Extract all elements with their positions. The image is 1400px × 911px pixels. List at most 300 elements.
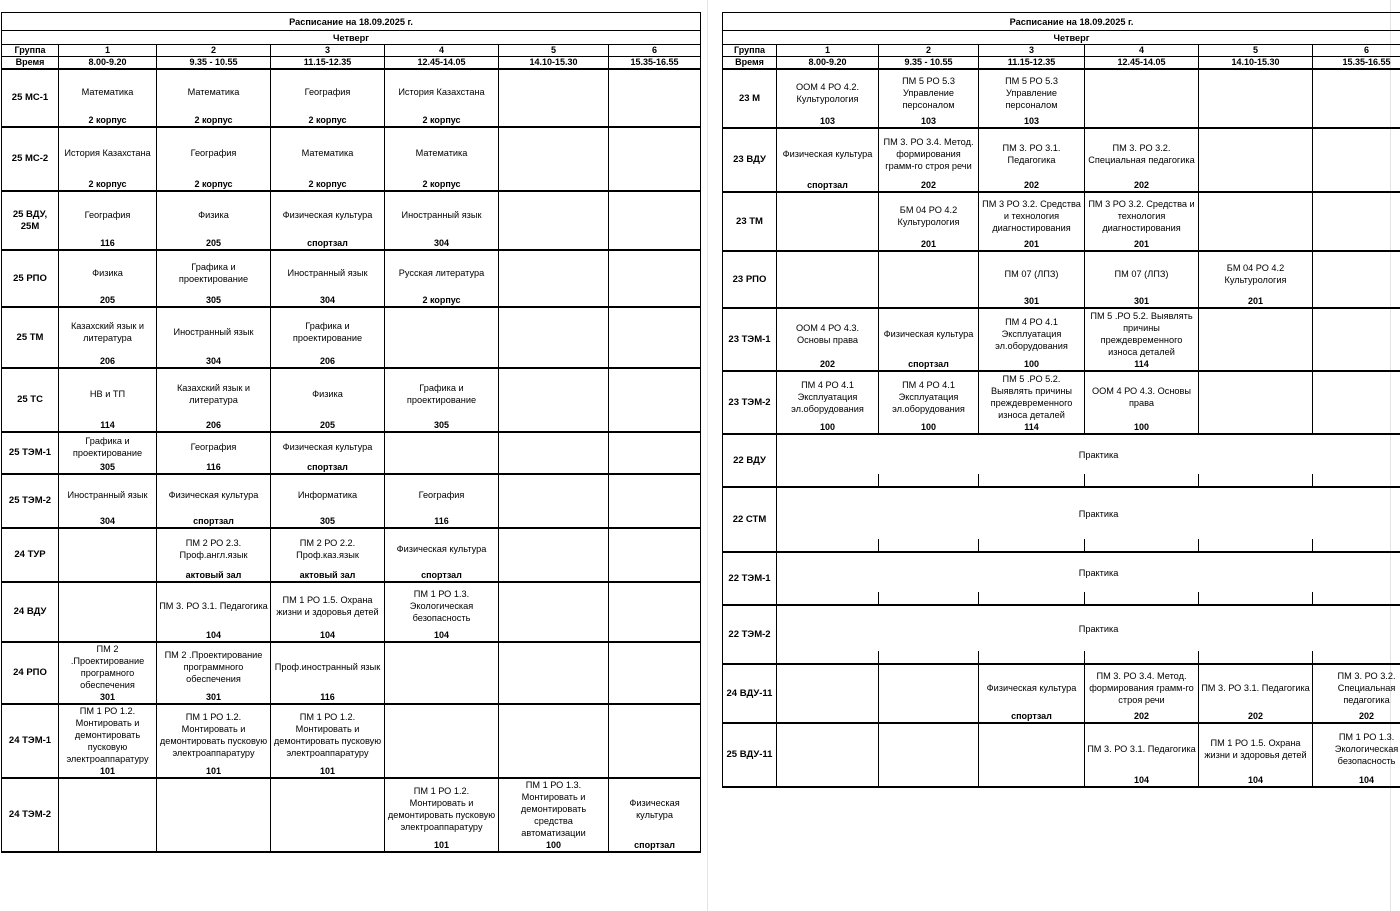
subject-cell: История Казахстана (59, 127, 157, 178)
subject-cell (609, 474, 701, 515)
subject-cell (609, 69, 701, 114)
subject-cell: ПМ 5 РО 5.3 Управление персоналом (879, 69, 979, 115)
subject-cell: География (157, 432, 271, 461)
subject-cell: Казахский язык и литература (157, 368, 271, 419)
subject-cell: ПМ 1 РО 1.3. Монтировать и демонтировать средства автоматизации (499, 778, 609, 839)
subject-cell (609, 191, 701, 237)
subject-cell (385, 704, 499, 765)
room-cell: спортзал (271, 237, 385, 250)
room-cell: спортзал (777, 179, 879, 192)
subject-cell: Физическая культура (271, 191, 385, 237)
room-cell (1199, 115, 1313, 128)
room-cell: 201 (979, 238, 1085, 251)
room-cell (1199, 358, 1313, 371)
subject-cell: ПМ 5 .РО 5.2. Выявлять причины преждевременного износа деталей (1085, 308, 1199, 358)
room-cell (609, 765, 701, 778)
room-cell (499, 691, 609, 704)
subject-cell: Математика (271, 127, 385, 178)
room-cell: 205 (59, 294, 157, 307)
room-cell (1313, 115, 1400, 128)
subject-cell: Графика и проектирование (157, 250, 271, 294)
group-name: 25 ВДУ, 25М (2, 191, 59, 250)
pair-number: 3 (271, 45, 385, 57)
room-cell: 103 (879, 115, 979, 128)
subject-cell (609, 704, 701, 765)
group-name: 24 ТЭМ-1 (2, 704, 59, 778)
room-cell (1085, 651, 1199, 664)
subject-cell: ПМ 1 РО 1.3. Экологическая безопасность (385, 582, 499, 629)
group-name: 24 ВДУ-11 (723, 664, 777, 723)
subject-cell (1313, 128, 1400, 179)
subject-cell: ПМ 1 РО 1.2. Монтировать и демонтировать пусковую электроаппаратуру (59, 704, 157, 765)
subject-cell (385, 642, 499, 691)
pair-time: 15.35-16.55 (609, 57, 701, 70)
room-cell: 2 корпус (157, 114, 271, 127)
room-cell: 206 (157, 419, 271, 432)
room-cell (979, 539, 1085, 552)
pair-time: 15.35-16.55 (1313, 57, 1400, 70)
pair-time: 8.00-9.20 (59, 57, 157, 70)
pair-time: 11.15-12.35 (979, 57, 1085, 70)
subject-cell (609, 582, 701, 629)
room-cell (979, 592, 1085, 605)
subject-cell: Физическая культура (879, 308, 979, 358)
room-cell (609, 237, 701, 250)
subject-cell: ПМ 1 РО 1.2. Монтировать и демонтировать пусковую электроаппаратуру (157, 704, 271, 765)
room-cell: 202 (879, 179, 979, 192)
room-cell (777, 295, 879, 308)
room-cell: 100 (777, 421, 879, 434)
subject-cell: ПМ 4 РО 4.1 Эксплуатация эл.оборудования (777, 371, 879, 421)
room-cell (499, 629, 609, 642)
room-cell: 305 (157, 294, 271, 307)
group-name: 24 ТУР (2, 528, 59, 582)
room-cell: 104 (385, 629, 499, 642)
subject-cell: НВ и ТП (59, 368, 157, 419)
room-cell (1199, 179, 1313, 192)
subject-cell: ПМ 5 РО 5.3 Управление персоналом (979, 69, 1085, 115)
pair-number: 5 (1199, 45, 1313, 57)
room-cell (499, 355, 609, 368)
subject-cell: ООМ 4 РО 4.2. Культурология (777, 69, 879, 115)
room-cell (1313, 179, 1400, 192)
group-name: 25 МС-1 (2, 69, 59, 127)
subject-cell (499, 474, 609, 515)
room-cell (609, 178, 701, 191)
pair-number: 2 (879, 45, 979, 57)
group-name: 23 М (723, 69, 777, 128)
room-cell: 201 (879, 238, 979, 251)
pair-number: 6 (609, 45, 701, 57)
subject-cell (609, 432, 701, 461)
room-cell: 116 (157, 461, 271, 474)
room-cell: 101 (157, 765, 271, 778)
subject-cell: ПМ 2 .Проектирование программного обеспечения (157, 642, 271, 691)
room-cell (879, 774, 979, 787)
subject-cell: ПМ 3. РО 3.4. Метод. формирования грамм-го строя речи (1085, 664, 1199, 710)
group-name: 22 ВДУ (723, 434, 777, 487)
group-name: 25 ВДУ-11 (723, 723, 777, 787)
pair-time: 14.10-15.30 (1199, 57, 1313, 70)
room-cell (499, 765, 609, 778)
group-name: 22 СТМ (723, 487, 777, 552)
subject-cell (499, 69, 609, 114)
room-cell: 2 корпус (157, 178, 271, 191)
group-name: 25 ТЭМ-2 (2, 474, 59, 528)
subject-cell (1313, 251, 1400, 295)
practice-cell: Практика (777, 605, 1400, 651)
group-name: 25 ТМ (2, 307, 59, 368)
subject-cell: Математика (385, 127, 499, 178)
pair-number: 1 (777, 45, 879, 57)
pair-time: 8.00-9.20 (777, 57, 879, 70)
subject-cell: Физическая культура (979, 664, 1085, 710)
room-cell (1313, 358, 1400, 371)
subject-cell (609, 307, 701, 355)
group-name: 22 ТЭМ-1 (723, 552, 777, 605)
subject-cell (879, 251, 979, 295)
room-cell (157, 839, 271, 852)
room-cell: 100 (1085, 421, 1199, 434)
pair-time: 12.45-14.05 (385, 57, 499, 70)
room-cell: 103 (979, 115, 1085, 128)
pair-time: 9.35 - 10.55 (157, 57, 271, 70)
room-cell (271, 839, 385, 852)
subject-cell (879, 723, 979, 774)
room-cell: 202 (1085, 179, 1199, 192)
room-cell (777, 592, 879, 605)
room-cell (1313, 238, 1400, 251)
room-cell (777, 710, 879, 723)
room-cell: 2 корпус (271, 178, 385, 191)
room-cell: 304 (271, 294, 385, 307)
subject-cell (499, 191, 609, 237)
room-cell: 114 (1085, 358, 1199, 371)
room-cell (1313, 651, 1400, 664)
subject-cell (499, 528, 609, 569)
subject-cell (979, 723, 1085, 774)
room-cell (609, 569, 701, 582)
room-cell (1085, 474, 1199, 487)
room-cell (59, 629, 157, 642)
subject-cell (777, 664, 879, 710)
room-cell: 103 (777, 115, 879, 128)
room-cell: спортзал (385, 569, 499, 582)
room-cell (879, 474, 979, 487)
room-cell (1199, 474, 1313, 487)
room-cell: 202 (1313, 710, 1400, 723)
subject-cell (609, 368, 701, 419)
subject-cell: ПМ 2 РО 2.3. Проф.англ.язык (157, 528, 271, 569)
room-cell: 2 корпус (385, 178, 499, 191)
room-cell: 301 (979, 295, 1085, 308)
subject-cell: ПМ 1 РО 1.3. Экологическая безопасность (1313, 723, 1400, 774)
room-cell (979, 474, 1085, 487)
room-cell: спортзал (879, 358, 979, 371)
group-name: 25 МС-2 (2, 127, 59, 191)
room-cell: 206 (59, 355, 157, 368)
subject-cell: География (385, 474, 499, 515)
room-cell: спортзал (271, 461, 385, 474)
subject-cell: ПМ 3 РО 3.2. Средства и технология диагностирования (979, 192, 1085, 238)
subject-cell: Казахский язык и литература (59, 307, 157, 355)
subject-cell: ПМ 5 .РО 5.2. Выявлять причины преждевременного износа деталей (979, 371, 1085, 421)
subject-cell (157, 778, 271, 839)
room-cell: 2 корпус (271, 114, 385, 127)
room-cell: 104 (157, 629, 271, 642)
room-cell (499, 461, 609, 474)
room-cell (777, 539, 879, 552)
room-cell: 2 корпус (385, 294, 499, 307)
room-cell (1199, 421, 1313, 434)
subject-cell (499, 704, 609, 765)
room-cell (609, 114, 701, 127)
subject-cell (1199, 128, 1313, 179)
group-name: 25 ТЭМ-1 (2, 432, 59, 474)
day-of-week: Четверг (2, 31, 701, 45)
room-cell: 2 корпус (59, 114, 157, 127)
subject-cell (1313, 371, 1400, 421)
group-name: 23 ТМ (723, 192, 777, 251)
subject-cell (499, 127, 609, 178)
pair-time: 9.35 - 10.55 (879, 57, 979, 70)
subject-cell: ПМ 2 .Проектирование програмного обеспечения (59, 642, 157, 691)
subject-cell (1199, 192, 1313, 238)
pair-number: 5 (499, 45, 609, 57)
subject-cell (59, 528, 157, 569)
room-cell (777, 774, 879, 787)
subject-cell: ПМ 1 РО 1.5. Охрана жизни и здоровья детей (271, 582, 385, 629)
room-cell (879, 710, 979, 723)
room-cell (609, 515, 701, 528)
room-cell: 104 (1199, 774, 1313, 787)
room-cell (1313, 539, 1400, 552)
pair-number: 6 (1313, 45, 1400, 57)
subject-cell: Иностранный язык (385, 191, 499, 237)
room-cell: 205 (157, 237, 271, 250)
schedule-title: Расписание на 18.09.2025 г. (2, 13, 701, 31)
practice-cell: Практика (777, 487, 1400, 539)
room-cell: 100 (879, 421, 979, 434)
subject-cell (609, 528, 701, 569)
subject-cell: ПМ 3. РО 3.1. Педагогика (1085, 723, 1199, 774)
subject-cell (777, 251, 879, 295)
subject-cell: ПМ 3. РО 3.1. Педагогика (1199, 664, 1313, 710)
group-name: 22 ТЭМ-2 (723, 605, 777, 664)
subject-cell: Физическая культура (385, 528, 499, 569)
subject-cell: Графика и проектирование (385, 368, 499, 419)
room-cell (609, 691, 701, 704)
subject-cell (777, 192, 879, 238)
room-cell: 101 (59, 765, 157, 778)
subject-cell (1313, 192, 1400, 238)
subject-cell (271, 778, 385, 839)
pair-time: 14.10-15.30 (499, 57, 609, 70)
time-header: Время (2, 57, 59, 70)
room-cell (979, 774, 1085, 787)
pair-number: 4 (1085, 45, 1199, 57)
room-cell (59, 839, 157, 852)
subject-cell: ПМ 4 РО 4.1 Эксплуатация эл.оборудования (979, 308, 1085, 358)
room-cell: 201 (1199, 295, 1313, 308)
room-cell (1085, 115, 1199, 128)
room-cell (777, 474, 879, 487)
subject-cell (385, 432, 499, 461)
room-cell: 101 (271, 765, 385, 778)
subject-cell: ПМ 1 РО 1.5. Охрана жизни и здоровья детей (1199, 723, 1313, 774)
subject-cell (499, 582, 609, 629)
group-name: 23 ВДУ (723, 128, 777, 192)
room-cell: 305 (271, 515, 385, 528)
room-cell (1085, 539, 1199, 552)
room-cell (1085, 592, 1199, 605)
subject-cell (499, 368, 609, 419)
subject-cell (1313, 69, 1400, 115)
pair-number: 3 (979, 45, 1085, 57)
room-cell (499, 569, 609, 582)
room-cell (777, 651, 879, 664)
room-cell: 104 (1085, 774, 1199, 787)
room-cell (385, 765, 499, 778)
room-cell: 301 (157, 691, 271, 704)
subject-cell (1085, 69, 1199, 115)
group-name: 23 РПО (723, 251, 777, 308)
subject-cell: Иностранный язык (157, 307, 271, 355)
subject-cell: Русская литература (385, 250, 499, 294)
group-name: 24 РПО (2, 642, 59, 704)
room-cell (609, 419, 701, 432)
subject-cell (609, 250, 701, 294)
subject-cell (777, 723, 879, 774)
room-cell: 206 (271, 355, 385, 368)
subject-cell: ПМ 3. РО 3.2. Специальная педагогика (1085, 128, 1199, 179)
room-cell: 305 (59, 461, 157, 474)
room-cell: 2 корпус (385, 114, 499, 127)
left-schedule-sheet (1, 12, 701, 853)
subject-cell: Математика (59, 69, 157, 114)
room-cell: спортзал (979, 710, 1085, 723)
room-cell: 202 (1085, 710, 1199, 723)
room-cell: 100 (979, 358, 1085, 371)
room-cell: актовый зал (157, 569, 271, 582)
subject-cell: Проф.иностранный язык (271, 642, 385, 691)
room-cell (1199, 651, 1313, 664)
group-name: 25 ТС (2, 368, 59, 432)
group-name: 24 ТЭМ-2 (2, 778, 59, 852)
subject-cell (59, 582, 157, 629)
right-schedule-sheet (722, 12, 1400, 788)
subject-cell (499, 250, 609, 294)
subject-cell (1199, 69, 1313, 115)
room-cell: спортзал (609, 839, 701, 852)
room-cell: 305 (385, 419, 499, 432)
room-cell (385, 461, 499, 474)
subject-cell: Физическая культура (609, 778, 701, 839)
spreadsheet-gridline (707, 0, 708, 911)
right-schedule-table (722, 12, 1400, 788)
subject-cell: Физическая культура (157, 474, 271, 515)
subject-cell: ПМ 1 РО 1.2. Монтировать и демонтировать пусковую электроаппаратуру (271, 704, 385, 765)
room-cell: 201 (1085, 238, 1199, 251)
subject-cell: Графика и проектирование (59, 432, 157, 461)
subject-cell (1199, 308, 1313, 358)
room-cell: 2 корпус (59, 178, 157, 191)
room-cell: 116 (271, 691, 385, 704)
subject-cell: ПМ 3. РО 3.4. Метод. формирования грамм-го строя речи (879, 128, 979, 179)
room-cell: 114 (979, 421, 1085, 434)
subject-cell: История Казахстана (385, 69, 499, 114)
room-cell: 301 (1085, 295, 1199, 308)
subject-cell (385, 307, 499, 355)
room-cell (1313, 474, 1400, 487)
room-cell: 202 (979, 179, 1085, 192)
room-cell: актовый зал (271, 569, 385, 582)
subject-cell: Графика и проектирование (271, 307, 385, 355)
room-cell: спортзал (157, 515, 271, 528)
schedule-title: Расписание на 18.09.2025 г. (723, 13, 1400, 31)
subject-cell: ООМ 4 РО 4.3. Основы права (777, 308, 879, 358)
subject-cell: Физика (59, 250, 157, 294)
time-header: Время (723, 57, 777, 70)
subject-cell (499, 642, 609, 691)
room-cell: 100 (499, 839, 609, 852)
subject-cell: БМ 04 РО 4.2 Культурология (879, 192, 979, 238)
group-name: 23 ТЭМ-1 (723, 308, 777, 371)
subject-cell: Математика (157, 69, 271, 114)
room-cell (609, 461, 701, 474)
room-cell: 202 (1199, 710, 1313, 723)
room-cell: 116 (59, 237, 157, 250)
subject-cell: БМ 04 РО 4.2 Культурология (1199, 251, 1313, 295)
room-cell (499, 178, 609, 191)
room-cell (879, 539, 979, 552)
room-cell (609, 294, 701, 307)
subject-cell: Иностранный язык (271, 250, 385, 294)
subject-cell: Физическая культура (777, 128, 879, 179)
subject-cell (609, 642, 701, 691)
subject-cell (1313, 308, 1400, 358)
subject-cell: Иностранный язык (59, 474, 157, 515)
room-cell: 104 (271, 629, 385, 642)
room-cell (499, 237, 609, 250)
pair-time: 12.45-14.05 (1085, 57, 1199, 70)
room-cell (609, 355, 701, 368)
subject-cell: ПМ 07 (ЛПЗ) (979, 251, 1085, 295)
pair-number: 1 (59, 45, 157, 57)
pair-number: 2 (157, 45, 271, 57)
pair-number: 4 (385, 45, 499, 57)
subject-cell: ПМ 3. РО 3.1. Педагогика (979, 128, 1085, 179)
room-cell (385, 691, 499, 704)
subject-cell (879, 664, 979, 710)
room-cell (609, 629, 701, 642)
room-cell (499, 515, 609, 528)
subject-cell (609, 127, 701, 178)
room-cell (777, 238, 879, 251)
room-cell (879, 592, 979, 605)
subject-cell: ПМ 07 (ЛПЗ) (1085, 251, 1199, 295)
subject-cell: ПМ 3. РО 3.2. Специальная педагогика (1313, 664, 1400, 710)
room-cell (979, 651, 1085, 664)
room-cell (1199, 592, 1313, 605)
room-cell (879, 295, 979, 308)
subject-cell (1199, 371, 1313, 421)
room-cell (1199, 238, 1313, 251)
room-cell: 104 (1313, 774, 1400, 787)
subject-cell: ПМ 4 РО 4.1 Эксплуатация эл.оборудования (879, 371, 979, 421)
subject-cell (59, 778, 157, 839)
subject-cell (499, 307, 609, 355)
